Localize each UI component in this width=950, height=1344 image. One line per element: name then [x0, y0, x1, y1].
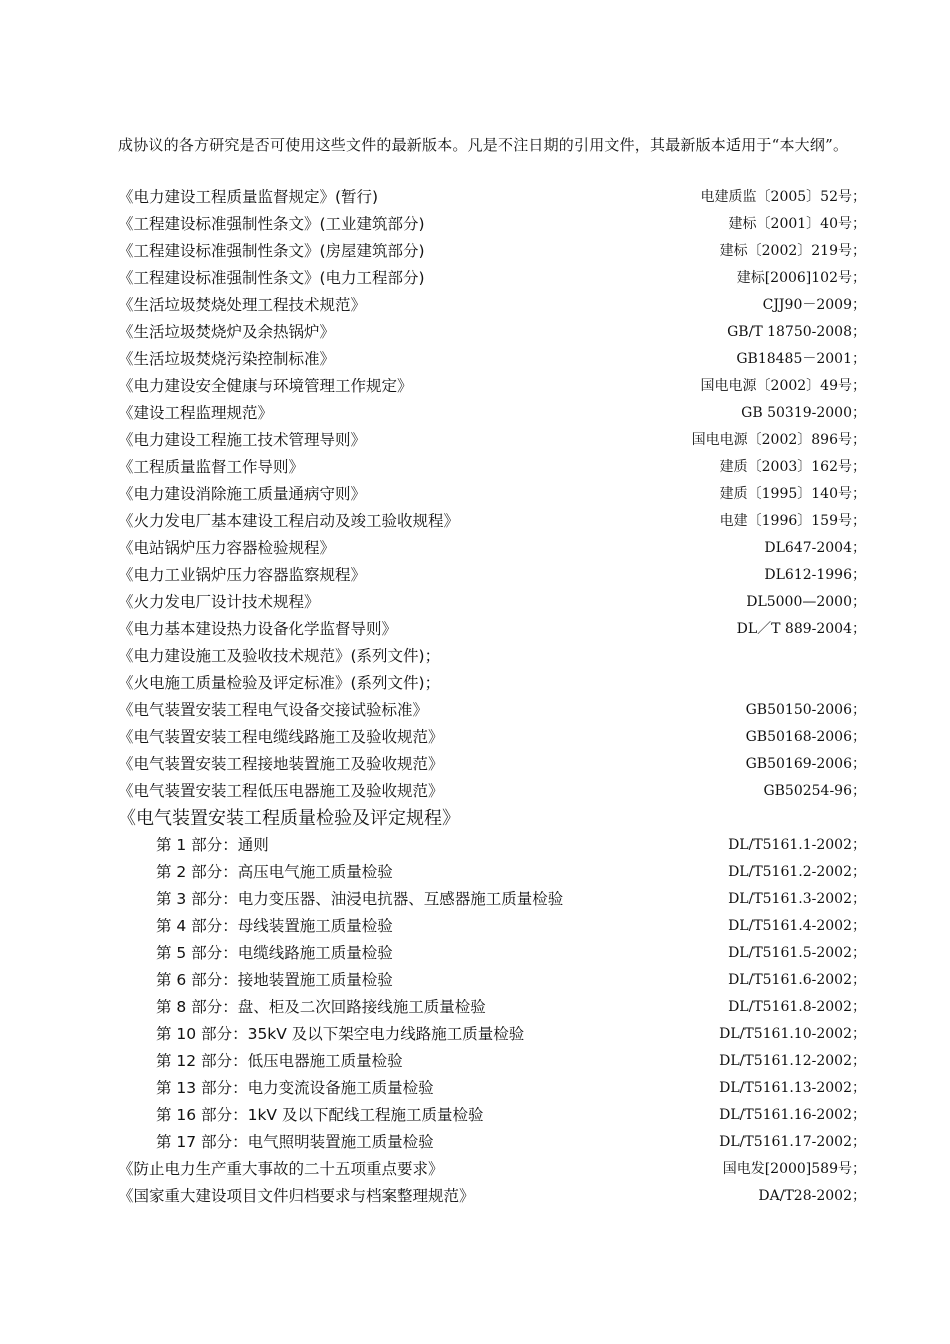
reference-title: 《电力基本建设热力设备化学监督导则》 — [118, 619, 398, 638]
reference-code: GB50169-2006； — [745, 755, 866, 772]
closing-list — [118, 1154, 868, 1208]
reference-title: 第 3 部分：电力变压器、油浸电抗器、互感器施工质量检验 — [156, 889, 564, 908]
reference-title: 《工程建设标准强制性条文》(电力工程部分) — [118, 268, 425, 287]
reference-row — [118, 587, 868, 614]
reference-title: 《电力工业锅炉压力容器监察规程》 — [118, 565, 367, 584]
reference-title: 第 1 部分：通则 — [156, 835, 269, 854]
part-row — [118, 1019, 868, 1046]
reference-code: DL/T5161.3-2002； — [728, 890, 866, 907]
reference-code: DL/T5161.6-2002； — [728, 971, 866, 988]
part-row — [118, 1100, 868, 1127]
reference-title: 第 4 部分：母线装置施工质量检验 — [156, 916, 393, 935]
reference-row — [118, 344, 868, 371]
section-heading-row — [118, 803, 868, 830]
reference-code: DL/T5161.4-2002； — [728, 917, 866, 934]
part-row — [118, 830, 868, 857]
reference-code: DL/T5161.1-2002； — [728, 836, 866, 853]
reference-title: 《电力建设工程施工技术管理导则》 — [118, 430, 367, 449]
reference-code: 建标[2006]102号； — [736, 269, 866, 286]
reference-code: GB50254-96； — [763, 782, 866, 799]
reference-title: 《电站锅炉压力容器检验规程》 — [118, 538, 336, 557]
reference-title: 第 5 部分：电缆线路施工质量检验 — [156, 943, 393, 962]
reference-title: 第 12 部分：低压电器施工质量检验 — [156, 1051, 403, 1070]
reference-row — [118, 290, 868, 317]
reference-title: 《建设工程监理规范》 — [118, 403, 274, 422]
reference-code: 建质〔1995〕140号； — [719, 485, 866, 502]
standards-list — [118, 182, 868, 803]
reference-row — [118, 209, 868, 236]
reference-title: 第 2 部分：高压电气施工质量检验 — [156, 862, 393, 881]
reference-title: 《电气装置安装工程接地装置施工及验收规范》 — [118, 754, 444, 773]
section-heading: 《电气装置安装工程质量检验及评定规程》 — [118, 807, 460, 829]
reference-row — [118, 1154, 868, 1181]
reference-row — [118, 182, 868, 209]
reference-row — [118, 533, 868, 560]
reference-code: DL/T5161.10-2002； — [719, 1025, 866, 1042]
reference-row — [118, 236, 868, 263]
reference-row — [118, 398, 868, 425]
reference-row — [118, 371, 868, 398]
reference-code: 建标〔2002〕219号； — [719, 242, 866, 259]
reference-code: CJJ90－2009； — [762, 296, 866, 313]
reference-title: 《电力建设施工及验收技术规范》(系列文件)； — [118, 646, 441, 665]
intro-paragraph: 成协议的各方研究是否可使用这些文件的最新版本。凡是不注日期的引用文件，其最新版本适用于“本大纲”。 — [118, 136, 849, 154]
reference-code: GB50150-2006； — [745, 701, 866, 718]
reference-code: DL/T5161.12-2002； — [719, 1052, 866, 1069]
reference-row — [118, 1181, 868, 1208]
reference-title: 《火电施工质量检验及评定标准》(系列文件)； — [118, 673, 441, 692]
reference-title: 《电力建设安全健康与环境管理工作规定》 — [118, 376, 413, 395]
part-row — [118, 857, 868, 884]
reference-title: 《国家重大建设项目文件归档要求与档案整理规范》 — [118, 1186, 475, 1205]
reference-row — [118, 749, 868, 776]
reference-row — [118, 668, 868, 695]
reference-row — [118, 722, 868, 749]
reference-code: 建质〔2003〕162号； — [719, 458, 866, 475]
reference-code: DL/T5161.8-2002； — [728, 998, 866, 1015]
reference-code: DL／T 889-2004； — [736, 620, 866, 637]
part-row — [118, 1046, 868, 1073]
reference-row — [118, 695, 868, 722]
part-row — [118, 1127, 868, 1154]
reference-row — [118, 506, 868, 533]
reference-row — [118, 425, 868, 452]
reference-code: DL/T5161.13-2002； — [719, 1079, 866, 1096]
part-row — [118, 911, 868, 938]
reference-code: DL5000—2000； — [746, 593, 866, 610]
reference-code: DL612-1996； — [764, 566, 866, 583]
parts-list — [118, 830, 868, 1154]
reference-row — [118, 641, 868, 668]
reference-title: 《火力发电厂基本建设工程启动及竣工验收规程》 — [118, 511, 460, 530]
reference-title: 《电力建设消除施工质量通病守则》 — [118, 484, 367, 503]
reference-row — [118, 452, 868, 479]
reference-code: 建标〔2001〕40号； — [728, 215, 866, 232]
reference-code: DL647-2004； — [764, 539, 866, 556]
reference-title: 《生活垃圾焚烧处理工程技术规范》 — [118, 295, 367, 314]
reference-row — [118, 560, 868, 587]
reference-title: 《电气装置安装工程电缆线路施工及验收规范》 — [118, 727, 444, 746]
reference-code: GB 50319-2000； — [741, 404, 866, 421]
reference-row — [118, 317, 868, 344]
reference-title: 《电气装置安装工程电气设备交接试验标准》 — [118, 700, 429, 719]
reference-title: 《工程建设标准强制性条文》(房屋建筑部分) — [118, 241, 425, 260]
reference-title: 第 6 部分：接地装置施工质量检验 — [156, 970, 393, 989]
reference-title: 第 13 部分：电力变流设备施工质量检验 — [156, 1078, 434, 1097]
reference-row — [118, 263, 868, 290]
reference-code: 国电电源〔2002〕49号； — [700, 377, 866, 394]
reference-title: 《工程质量监督工作导则》 — [118, 457, 305, 476]
reference-list — [118, 182, 868, 1208]
reference-code: DA/T28-2002； — [758, 1187, 866, 1204]
reference-code: GB18485－2001； — [736, 350, 866, 367]
reference-row — [118, 776, 868, 803]
part-row — [118, 965, 868, 992]
reference-code: GB50168-2006； — [745, 728, 866, 745]
reference-code: 电建〔1996〕159号； — [719, 512, 866, 529]
reference-title: 《火力发电厂设计技术规程》 — [118, 592, 320, 611]
reference-title: 第 16 部分：1kV 及以下配线工程施工质量检验 — [156, 1105, 484, 1124]
reference-title: 第 10 部分：35kV 及以下架空电力线路施工质量检验 — [156, 1024, 525, 1043]
reference-code: 电建质监〔2005〕52号； — [700, 188, 866, 205]
reference-title: 第 17 部分：电气照明装置施工质量检验 — [156, 1132, 434, 1151]
reference-title: 《工程建设标准强制性条文》(工业建筑部分) — [118, 214, 425, 233]
reference-code: GB/T 18750-2008； — [727, 323, 866, 340]
reference-row — [118, 614, 868, 641]
reference-code: 国电发[2000]589号； — [722, 1160, 866, 1177]
part-row — [118, 1073, 868, 1100]
reference-code: DL/T5161.5-2002； — [728, 944, 866, 961]
reference-title: 《电气装置安装工程低压电器施工及验收规范》 — [118, 781, 444, 800]
reference-title: 第 8 部分：盘、柜及二次回路接线施工质量检验 — [156, 997, 486, 1016]
reference-title: 《电力建设工程质量监督规定》(暂行) — [118, 187, 379, 206]
reference-code: DL/T5161.2-2002； — [728, 863, 866, 880]
reference-row — [118, 479, 868, 506]
reference-title: 《生活垃圾焚烧污染控制标准》 — [118, 349, 336, 368]
reference-code: DL/T5161.17-2002； — [719, 1133, 866, 1150]
reference-code: 国电电源〔2002〕896号； — [691, 431, 866, 448]
part-row — [118, 938, 868, 965]
part-row — [118, 992, 868, 1019]
reference-title: 《生活垃圾焚烧炉及余热锅炉》 — [118, 322, 336, 341]
part-row — [118, 884, 868, 911]
reference-code: DL/T5161.16-2002； — [719, 1106, 866, 1123]
reference-title: 《防止电力生产重大事故的二十五项重点要求》 — [118, 1159, 444, 1178]
